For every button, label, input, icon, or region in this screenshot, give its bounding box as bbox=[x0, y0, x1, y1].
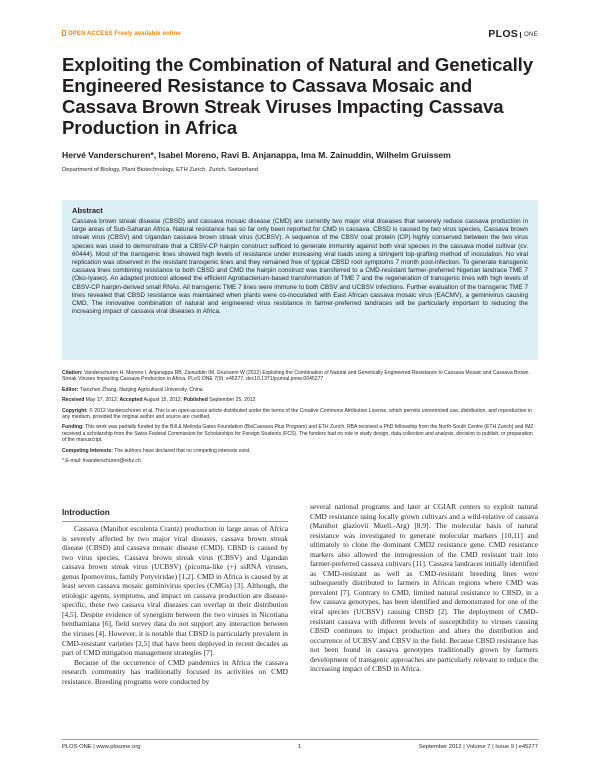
footer-divider bbox=[62, 739, 538, 740]
body-column-right bbox=[310, 502, 538, 674]
open-access-label: OPEN ACCESS Freely available online bbox=[62, 30, 181, 37]
footer-journal-url[interactable]: PLOS ONE | www.plosone.org bbox=[62, 744, 141, 750]
dates: Received May 17, 2012; Accepted August 15, 2012; Published September 25, 2012 bbox=[62, 397, 256, 404]
author-list: Hervé Vanderschuren*, Isabel Moreno, Ravi B. Anjanappa, Ima M. Zainuddin, Wilhelm Gruissem bbox=[62, 150, 451, 160]
intro-paragraph-3: several national programs and later at CGIAR centers to exploit natural CMD resistance using locally grown cultivars and a wild-relative of cassava (Manihot glaziovii Muell.-Arg) [8,9]. The molecular basis of natural resistance was investigated to generate molecular markers [10,11] and ultimately to clone the dominant CMD2 resistance gene. CMD resistance markers also allowed the introgression of the CMD resistant trait into farmer-preferred cassava cultivars [11]. Cassava landraces initially identified as CMD-resistant as well as CMD-resistant breeding lines were subsequently distributed to farmers in African regions where CMD was prevalent [7]. Contrary to CMD, limited natural resistance to CBSD, in a few cassava genotypes, has been identified and demonstrated for one of the viral species (UCBSV) causing CBSD [2]. The deployment of CMD-resistant cassava with different levels of susceptibility to viruses causing CBSD continues to impact production and alters the distribution and occurrence of UCBSV and CBSV in the field. Because CBSD resistance has not been found in cassava genotypes traditionally grown by farmers development of transgenic approaches are particularly relevant to reduce the increasing impact of CBSD in Africa. bbox=[310, 502, 538, 674]
abstract-text: Cassava brown streak disease (CBSD) and cassava mosaic disease (CMD) are currently two major viral diseases that severely reduce cassava production in large areas of Sub-Saharan Africa. Natural resistance has so far only been reported for CMD in cassava. CBSD is caused by two virus species, Cassava brown streak virus (CBSV) and Ugandan cassava brown streak virus (UCBSV). A sequence of the CBSV coat protein (CP) highly conserved between the two virus species was used to demonstrate that a CBSV-CP hairpin construct sufficed to generate immunity against both viral species in the cassava model cultivar (cv. 60444). Most of the transgenic lines showed high levels of resistance under increasing viral loads using a stringent top-grafting method of inoculation. No viral replication was observed in the resistant transgenic lines and they remained free of typical CBSD root symptoms 7 month post-infection. To generate transgenic cassava lines combining resistance to both CBSD and CMD the hairpin construct was transferred to a CMD-resistant farmer-preferred Nigerian landrace TME 7 (Oko-Iyawo). An adapted protocol allowed the efficient Agrobacterium-based transformation of TME 7 and the regeneration of transgenic lines with high levels of CBSV-CP hairpin-derived small RNAs. All transgenic TME 7 lines were immune to both CBSV and UCBSV infections. Further evaluation of the transgenic TME 7 lines revealed that CBSD resistance was maintained when plants were co-inoculated with East African cassava mosaic virus (EACMV), a geminivirus causing CMD. The innovative combination of natural and engineered virus resistance in farmer-preferred landraces will be particularly important to reducing the increasing impact of cassava viral diseases in Africa. bbox=[72, 218, 528, 316]
editor: Editor: Tianzhen Zhang, Nanjing Agricultural University, China bbox=[62, 386, 203, 393]
citation: Citation: Vanderschuren H, Moreno I, Anjanappa RB, Zainuddin IM, Gruissem W (2012) Exploiting the Combination of Natural and Genetically Engineered Resistance to Cassava Mosaic and Cassava Brown Streak Viruses Impacting Cassava Production in Africa. PLoS ONE 7(9): e45277. doi:10.1371/journal.pone.0045277 bbox=[62, 370, 529, 383]
abstract-box bbox=[62, 200, 538, 360]
top-bar bbox=[62, 28, 538, 42]
copyright: Copyright: © 2012 Vanderschuren et al. This is an open-access article distributed under the terms of the Creative Commons Attribution License, which permits unrestricted use, distribution, and reproduction in any medium, provided the original author and source are credited. bbox=[62, 407, 532, 421]
open-access-lock-icon bbox=[62, 30, 66, 36]
intro-paragraph-1: Cassava (Manihot esculenta Crantz) production in large areas of Africa is severely affected by two major viral diseases, cassava brown streak disease (CBSD) and cassava mosaic disease (CMD). CBSD is caused by two virus species, Cassava brown streak virus (CBSV) and Ugandan cassava brown streak virus (UCBSV) (picorna-like (+) ssRNA viruses, genus Ipomovirus, family Potyviridae) [1,2]. CMD in Africa is caused by at least seven cassava mosaic geminivirus species (CMGs) [3]. Although, the etiologic agents, symptoms, and impact on cassava production are disease-specific, these two cassava viral diseases can overlap in their distribution [4,5]. Despite evidence of synergism between the two viruses in Nicotiana benthamiana [6], field survey data do not support any interaction between the viruses [4]. However, it is notable that CBSD is particularly prevalent in CMD-resistant varieties [2,5] that have been deployed in recent decades as part of CMD mitigation management strategies [7]. bbox=[62, 524, 288, 658]
contact-email[interactable]: * E-mail: hvanderschuren@ethz.ch bbox=[62, 458, 141, 465]
affiliation: Department of Biology, Plant Biotechnology, ETH Zurich, Zurich, Switzerland bbox=[62, 167, 258, 173]
footer-issue-info: September 2012 | Volume 7 | Issue 9 | e45277 bbox=[418, 744, 538, 750]
funding: Funding: This work was partially funded by the Bill & Melinda Gates Foundation (BioCassava Plus Program) and ETH Zurich. RBA received a PhD fellowship from the North-South Centre (ETH Zurich) and IMZ received a scholarship from the Swiss Federal Commission for Scholarships for Foreign Students (FCS). The funders had no role in study design, data collection and analysis, decision to publish, or preparation of the manuscript. bbox=[62, 424, 534, 444]
intro-paragraph-2: Because of the occurrence of CMD pandemics in Africa the cassava research community has traditionally focused its activities on CMD resistance. Breeding programs were conducted by bbox=[62, 657, 288, 686]
page-footer bbox=[62, 744, 538, 754]
article-metadata bbox=[62, 370, 538, 468]
competing-interests: Competing Interests: The authors have declared that no competing interests exist. bbox=[62, 447, 251, 454]
body-column-left bbox=[62, 524, 288, 686]
introduction-divider bbox=[62, 521, 288, 522]
plos-one-logo: PLOS ONE bbox=[488, 28, 538, 40]
page-number: 1 bbox=[298, 744, 302, 750]
article-title: Exploiting the Combination of Natural and Genetically Engineered Resistance to Cassava Mosaic and Cassava Brown Streak Viruses Impacting Cassava Production in Africa bbox=[62, 54, 533, 138]
introduction-heading: Introduction bbox=[62, 508, 110, 517]
abstract-heading: Abstract bbox=[72, 206, 103, 215]
